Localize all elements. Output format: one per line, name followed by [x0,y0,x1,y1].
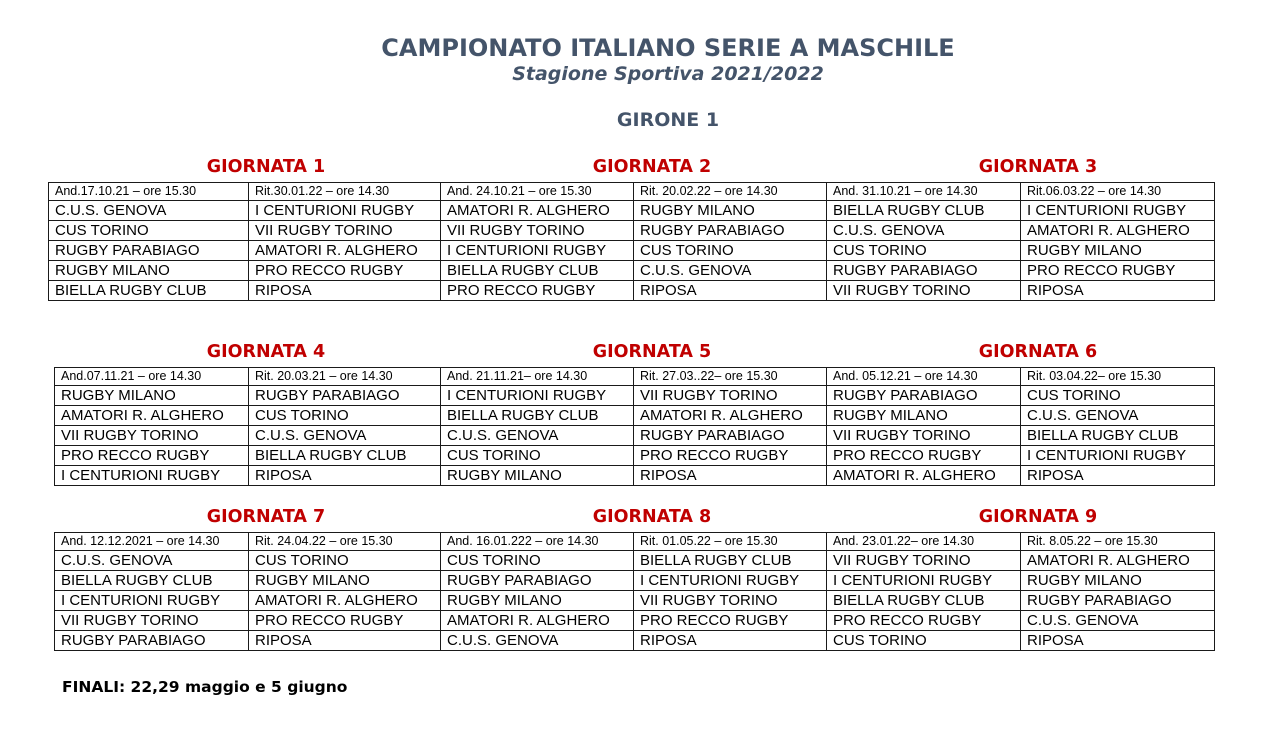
ritorno-team: CUS TORINO [249,406,441,426]
match-row [49,241,1215,261]
andata-team: PRO RECCO RUGBY [55,446,249,466]
ritorno-team: RIPOSA [249,281,441,301]
ritorno-team: I CENTURIONI RUGBY [634,571,827,591]
andata-team: VII RUGBY TORINO [827,551,1021,571]
match-row [49,261,1215,281]
date-header-row [55,533,1215,551]
andata-team: RUGBY MILANO [49,261,249,281]
match-row [55,466,1215,486]
andata-team: I CENTURIONI RUGBY [441,241,634,261]
giornate-1-3-table [48,182,1215,301]
match-row [55,631,1215,651]
finals-note: FINALI: 22,29 maggio e 5 giugno [62,678,348,696]
andata-date: And. 12.12.2021 – ore 14.30 [55,533,249,551]
ritorno-team: C.U.S. GENOVA [1021,406,1215,426]
ritorno-team: RUGBY MILANO [1021,571,1215,591]
andata-team: BIELLA RUGBY CLUB [441,261,634,281]
ritorno-date: Rit. 27.03..22– ore 15.30 [634,368,827,386]
ritorno-team: RIPOSA [1021,281,1215,301]
andata-date: And. 31.10.21 – ore 14.30 [827,183,1021,201]
ritorno-team: PRO RECCO RUGBY [1021,261,1215,281]
andata-team: BIELLA RUGBY CLUB [55,571,249,591]
andata-team: PRO RECCO RUGBY [827,611,1021,631]
giornata-9-heading: GIORNATA 9 [978,507,1098,527]
andata-date: And.07.11.21 – ore 14.30 [55,368,249,386]
page-title: CAMPIONATO ITALIANO SERIE A MASCHILE [381,34,955,62]
ritorno-date: Rit.06.03.22 – ore 14.30 [1021,183,1215,201]
ritorno-team: PRO RECCO RUGBY [634,446,827,466]
andata-team: AMATORI R. ALGHERO [441,611,634,631]
andata-team: CUS TORINO [827,631,1021,651]
ritorno-team: CUS TORINO [1021,386,1215,406]
ritorno-team: CUS TORINO [249,551,441,571]
match-row [55,551,1215,571]
ritorno-team: RIPOSA [634,631,827,651]
ritorno-date: Rit. 03.04.22– ore 15.30 [1021,368,1215,386]
andata-team: CUS TORINO [827,241,1021,261]
ritorno-team: RUGBY MILANO [1021,241,1215,261]
ritorno-team: PRO RECCO RUGBY [249,261,441,281]
andata-team: CUS TORINO [441,446,634,466]
giornate-7-9-table [54,532,1215,651]
ritorno-team: I CENTURIONI RUGBY [249,201,441,221]
andata-team: VII RUGBY TORINO [55,426,249,446]
season-subtitle: Stagione Sportiva 2021/2022 [512,63,824,85]
andata-team: VII RUGBY TORINO [55,611,249,631]
andata-team: AMATORI R. ALGHERO [827,466,1021,486]
andata-team: BIELLA RUGBY CLUB [49,281,249,301]
andata-team: C.U.S. GENOVA [441,426,634,446]
giornata-8-heading: GIORNATA 8 [592,507,712,527]
andata-team: I CENTURIONI RUGBY [55,591,249,611]
ritorno-team: BIELLA RUGBY CLUB [249,446,441,466]
andata-team: RUGBY MILANO [441,591,634,611]
andata-team: RUGBY MILANO [55,386,249,406]
andata-team: AMATORI R. ALGHERO [441,201,634,221]
ritorno-date: Rit.30.01.22 – ore 14.30 [249,183,441,201]
andata-team: RUGBY PARABIAGO [827,261,1021,281]
ritorno-team: RUGBY PARABIAGO [634,426,827,446]
ritorno-team: RIPOSA [1021,631,1215,651]
andata-date: And.17.10.21 – ore 15.30 [49,183,249,201]
match-row [55,611,1215,631]
andata-team: BIELLA RUGBY CLUB [441,406,634,426]
ritorno-team: RUGBY MILANO [634,201,827,221]
match-row [55,446,1215,466]
ritorno-team: RIPOSA [634,281,827,301]
andata-team: BIELLA RUGBY CLUB [827,591,1021,611]
andata-team: AMATORI R. ALGHERO [55,406,249,426]
andata-team: I CENTURIONI RUGBY [827,571,1021,591]
andata-date: And. 05.12.21 – ore 14.30 [827,368,1021,386]
match-row [55,571,1215,591]
andata-team: CUS TORINO [441,551,634,571]
ritorno-team: RUGBY PARABIAGO [634,221,827,241]
andata-team: C.U.S. GENOVA [827,221,1021,241]
giornata-2-heading: GIORNATA 2 [592,157,712,177]
date-header-row [55,368,1215,386]
match-row [55,591,1215,611]
andata-team: I CENTURIONI RUGBY [55,466,249,486]
date-header-row [49,183,1215,201]
andata-team: RUGBY PARABIAGO [441,571,634,591]
andata-date: And. 23.01.22– ore 14.30 [827,533,1021,551]
ritorno-team: RUGBY MILANO [249,571,441,591]
ritorno-team: BIELLA RUGBY CLUB [1021,426,1215,446]
ritorno-team: PRO RECCO RUGBY [634,611,827,631]
ritorno-team: BIELLA RUGBY CLUB [634,551,827,571]
andata-team: RUGBY PARABIAGO [827,386,1021,406]
andata-team: C.U.S. GENOVA [441,631,634,651]
ritorno-team: RIPOSA [249,631,441,651]
ritorno-team: AMATORI R. ALGHERO [1021,221,1215,241]
ritorno-team: RIPOSA [1021,466,1215,486]
ritorno-team: C.U.S. GENOVA [249,426,441,446]
ritorno-date: Rit. 20.03.21 – ore 14.30 [249,368,441,386]
giornata-4-heading: GIORNATA 4 [206,342,326,362]
ritorno-team: PRO RECCO RUGBY [249,611,441,631]
giornata-3-heading: GIORNATA 3 [978,157,1098,177]
ritorno-team: VII RUGBY TORINO [634,591,827,611]
giornata-7-heading: GIORNATA 7 [206,507,326,527]
ritorno-date: Rit. 01.05.22 – ore 15.30 [634,533,827,551]
ritorno-team: AMATORI R. ALGHERO [249,591,441,611]
ritorno-team: RUGBY PARABIAGO [1021,591,1215,611]
giornata-6-heading: GIORNATA 6 [978,342,1098,362]
ritorno-team: CUS TORINO [634,241,827,261]
match-row [55,386,1215,406]
andata-team: BIELLA RUGBY CLUB [827,201,1021,221]
andata-team: I CENTURIONI RUGBY [441,386,634,406]
match-row [49,281,1215,301]
andata-team: VII RUGBY TORINO [827,281,1021,301]
andata-date: And. 16.01.222 – ore 14.30 [441,533,634,551]
ritorno-team: AMATORI R. ALGHERO [1021,551,1215,571]
ritorno-team: C.U.S. GENOVA [634,261,827,281]
ritorno-team: I CENTURIONI RUGBY [1021,446,1215,466]
ritorno-team: RIPOSA [634,466,827,486]
ritorno-team: AMATORI R. ALGHERO [634,406,827,426]
ritorno-date: Rit. 8.05.22 – ore 15.30 [1021,533,1215,551]
andata-date: And. 21.11.21– ore 14.30 [441,368,634,386]
andata-team: C.U.S. GENOVA [49,201,249,221]
ritorno-team: VII RUGBY TORINO [249,221,441,241]
ritorno-team: RIPOSA [249,466,441,486]
ritorno-team: AMATORI R. ALGHERO [249,241,441,261]
ritorno-date: Rit. 20.02.22 – ore 14.30 [634,183,827,201]
andata-team: CUS TORINO [49,221,249,241]
andata-date: And. 24.10.21 – ore 15.30 [441,183,634,201]
andata-team: C.U.S. GENOVA [55,551,249,571]
ritorno-team: VII RUGBY TORINO [634,386,827,406]
andata-team: VII RUGBY TORINO [827,426,1021,446]
andata-team: PRO RECCO RUGBY [827,446,1021,466]
andata-team: RUGBY PARABIAGO [55,631,249,651]
match-row [55,426,1215,446]
giornata-5-heading: GIORNATA 5 [592,342,712,362]
andata-team: PRO RECCO RUGBY [441,281,634,301]
giornate-4-6-table [54,367,1215,486]
ritorno-date: Rit. 24.04.22 – ore 15.30 [249,533,441,551]
match-row [55,406,1215,426]
giornata-1-heading: GIORNATA 1 [206,157,326,177]
andata-team: RUGBY PARABIAGO [49,241,249,261]
ritorno-team: RUGBY PARABIAGO [249,386,441,406]
match-row [49,221,1215,241]
girone-heading: GIRONE 1 [616,109,720,131]
andata-team: RUGBY MILANO [827,406,1021,426]
ritorno-team: C.U.S. GENOVA [1021,611,1215,631]
ritorno-team: I CENTURIONI RUGBY [1021,201,1215,221]
andata-team: RUGBY MILANO [441,466,634,486]
andata-team: VII RUGBY TORINO [441,221,634,241]
match-row [49,201,1215,221]
